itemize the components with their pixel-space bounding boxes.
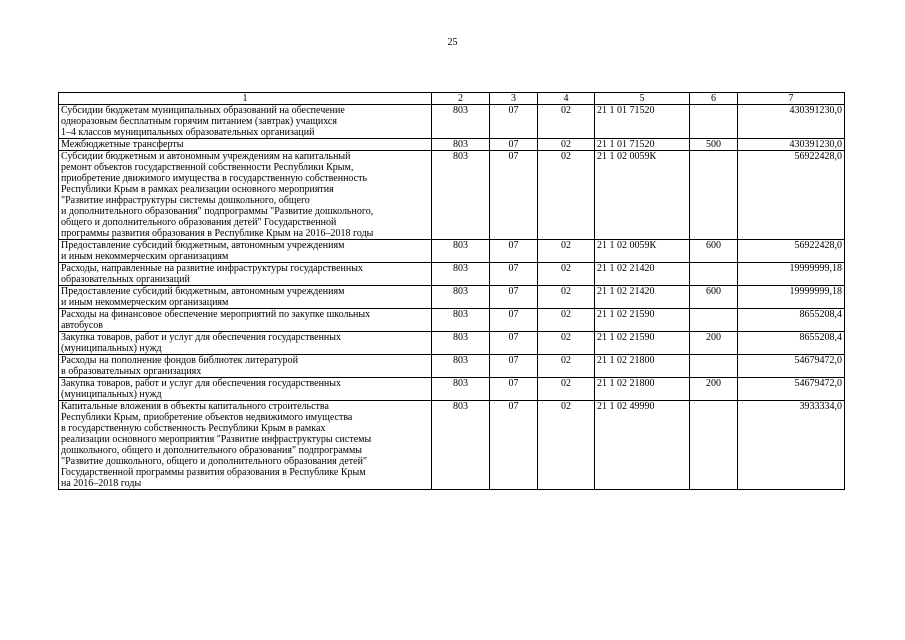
subsection-code-cell: 02 (538, 263, 595, 286)
subsection-code-cell: 02 (538, 332, 595, 355)
item-name-line: одноразовым бесплатным горячим питанием (завтрак) учащихся (61, 116, 337, 127)
section-code-cell: 07 (490, 286, 538, 309)
amount-cell: 8655208,4 (738, 309, 845, 332)
item-name-cell (59, 286, 432, 309)
expense-type-cell (690, 105, 738, 139)
ministry-code-cell: 803 (432, 309, 490, 332)
target-article-cell: 21 1 02 21590 (595, 309, 690, 332)
item-name-line: программы развития образования в Республике Крым на 2016–2018 годы (61, 228, 374, 239)
item-name-line: Межбюджетные трансферты (61, 139, 184, 150)
ministry-code-cell: 803 (432, 401, 490, 490)
item-name-line: Субсидии бюджетам муниципальных образований на обеспечение (61, 105, 345, 116)
item-name-line: Республики Крым в рамках реализации основного мероприятия (61, 184, 334, 195)
target-article-cell: 21 1 02 21590 (595, 332, 690, 355)
item-name-line: Закупка товаров, работ и услуг для обеспечения государственных (61, 332, 342, 343)
item-name-line: Расходы на пополнение фондов библиотек литературой (61, 355, 298, 366)
section-code-cell: 07 (490, 105, 538, 139)
table-row (59, 105, 845, 139)
section-code-cell: 07 (490, 378, 538, 401)
table-body (59, 105, 845, 490)
subsection-code-cell: 02 (538, 355, 595, 378)
item-name-line: Предоставление субсидий бюджетным, автономным учреждениям (61, 240, 345, 251)
section-code-cell: 07 (490, 240, 538, 263)
ministry-code-cell: 803 (432, 105, 490, 139)
page-number: 25 (447, 37, 458, 48)
header-col-1: 1 (59, 93, 432, 105)
table-row (59, 378, 845, 401)
header-col-6: 6 (690, 93, 738, 105)
item-name-line: Государственной программы развития образования в Республике Крым (61, 467, 366, 478)
section-code-cell: 07 (490, 332, 538, 355)
table-row (59, 240, 845, 263)
expense-type-cell (690, 309, 738, 332)
section-code-cell: 07 (490, 263, 538, 286)
target-article-cell: 21 1 02 0059К (595, 240, 690, 263)
item-name-line: Расходы, направленные на развитие инфраструктуры государственных (61, 263, 363, 274)
expense-type-cell (690, 151, 738, 240)
budget-table (58, 92, 845, 490)
target-article-cell: 21 1 01 71520 (595, 105, 690, 139)
header-col-3: 3 (490, 93, 538, 105)
subsection-code-cell: 02 (538, 286, 595, 309)
item-name-line: Субсидии бюджетным и автономным учреждениям на капитальный (61, 151, 351, 162)
amount-cell: 19999999,18 (738, 263, 845, 286)
header-col-4: 4 (538, 93, 595, 105)
ministry-code-cell: 803 (432, 139, 490, 151)
table-row (59, 309, 845, 332)
subsection-code-cell: 02 (538, 240, 595, 263)
section-code-cell: 07 (490, 139, 538, 151)
header-row (59, 93, 845, 105)
item-name-line: Капитальные вложения в объекты капитального строительства (61, 401, 329, 412)
expense-type-cell: 600 (690, 286, 738, 309)
expense-type-cell: 200 (690, 378, 738, 401)
target-article-cell: 21 1 02 21420 (595, 286, 690, 309)
section-code-cell: 07 (490, 151, 538, 240)
amount-cell: 54679472,0 (738, 378, 845, 401)
item-name-line: Закупка товаров, работ и услуг для обеспечения государственных (61, 378, 342, 389)
header-col-7: 7 (738, 93, 845, 105)
item-name-line: в образовательных организациях (61, 366, 202, 377)
table-row (59, 263, 845, 286)
target-article-cell: 21 1 02 21800 (595, 355, 690, 378)
subsection-code-cell: 02 (538, 309, 595, 332)
expense-type-cell: 600 (690, 240, 738, 263)
item-name-line: реализации основного мероприятия "Развитие инфраструктуры системы (61, 434, 372, 445)
item-name-cell (59, 105, 432, 139)
table-row (59, 139, 845, 151)
ministry-code-cell: 803 (432, 378, 490, 401)
section-code-cell: 07 (490, 355, 538, 378)
target-article-cell: 21 1 02 21800 (595, 378, 690, 401)
amount-cell: 19999999,18 (738, 286, 845, 309)
amount-cell: 54679472,0 (738, 355, 845, 378)
subsection-code-cell: 02 (538, 105, 595, 139)
amount-cell: 56922428,0 (738, 240, 845, 263)
table-row (59, 286, 845, 309)
item-name-line: и иным некоммерческим организациям (61, 297, 229, 308)
expense-type-cell (690, 401, 738, 490)
item-name-line: приобретение движимого имущества в государственную собственность (61, 173, 368, 184)
item-name-cell (59, 240, 432, 263)
expense-type-cell: 200 (690, 332, 738, 355)
item-name-line: автобусов (61, 320, 104, 331)
ministry-code-cell: 803 (432, 240, 490, 263)
item-name-line: Предоставление субсидий бюджетным, автономным учреждениям (61, 286, 345, 297)
item-name-line: общего и дополнительного образования детей" Государственной (61, 217, 337, 228)
amount-cell: 430391230,0 (738, 105, 845, 139)
target-article-cell: 21 1 01 71520 (595, 139, 690, 151)
subsection-code-cell: 02 (538, 401, 595, 490)
amount-cell: 430391230,0 (738, 139, 845, 151)
item-name-line: Расходы на финансовое обеспечение мероприятий по закупке школьных (61, 309, 371, 320)
item-name-line: "Развитие дошкольного, общего и дополнительного образования детей" (61, 456, 368, 467)
amount-cell: 3933334,0 (738, 401, 845, 490)
item-name-cell (59, 378, 432, 401)
header-col-5: 5 (595, 93, 690, 105)
target-article-cell: 21 1 02 21420 (595, 263, 690, 286)
expense-type-cell: 500 (690, 139, 738, 151)
item-name-cell (59, 401, 432, 490)
item-name-line: ремонт объектов государственной собственности Республики Крым, (61, 162, 354, 173)
item-name-line: 1–4 классов муниципальных образовательных организаций (61, 127, 315, 138)
header-col-2: 2 (432, 93, 490, 105)
item-name-line: и иным некоммерческим организациям (61, 251, 229, 262)
ministry-code-cell: 803 (432, 263, 490, 286)
ministry-code-cell: 803 (432, 151, 490, 240)
target-article-cell: 21 1 02 0059К (595, 151, 690, 240)
item-name-line: Республики Крым, приобретение объектов недвижимого имущества (61, 412, 353, 423)
item-name-cell (59, 332, 432, 355)
item-name-line: (муниципальных) нужд (61, 343, 162, 354)
subsection-code-cell: 02 (538, 151, 595, 240)
subsection-code-cell: 02 (538, 378, 595, 401)
item-name-line: в государственную собственность Республики Крым в рамках (61, 423, 326, 434)
item-name-line: образовательных организаций (61, 274, 190, 285)
amount-cell: 56922428,0 (738, 151, 845, 240)
item-name-cell (59, 151, 432, 240)
ministry-code-cell: 803 (432, 332, 490, 355)
item-name-line: дошкольного, общего и дополнительного образования" подпрограммы (61, 445, 363, 456)
table-row (59, 355, 845, 378)
item-name-line: "Развитие инфраструктуры системы дошкольного, общего (61, 195, 310, 206)
expense-type-cell (690, 263, 738, 286)
item-name-cell (59, 309, 432, 332)
item-name-line: (муниципальных) нужд (61, 389, 162, 400)
section-code-cell: 07 (490, 309, 538, 332)
ministry-code-cell: 803 (432, 286, 490, 309)
table-row (59, 151, 845, 240)
item-name-cell (59, 355, 432, 378)
item-name-line: и дополнительного образования" подпрограммы "Развитие дошкольного, (61, 206, 374, 217)
ministry-code-cell: 803 (432, 355, 490, 378)
item-name-line: на 2016–2018 годы (61, 478, 142, 489)
section-code-cell: 07 (490, 401, 538, 490)
subsection-code-cell: 02 (538, 139, 595, 151)
amount-cell: 8655208,4 (738, 332, 845, 355)
target-article-cell: 21 1 02 49990 (595, 401, 690, 490)
item-name-cell (59, 139, 432, 151)
table-row (59, 401, 845, 490)
table-row (59, 332, 845, 355)
expense-type-cell (690, 355, 738, 378)
item-name-cell (59, 263, 432, 286)
